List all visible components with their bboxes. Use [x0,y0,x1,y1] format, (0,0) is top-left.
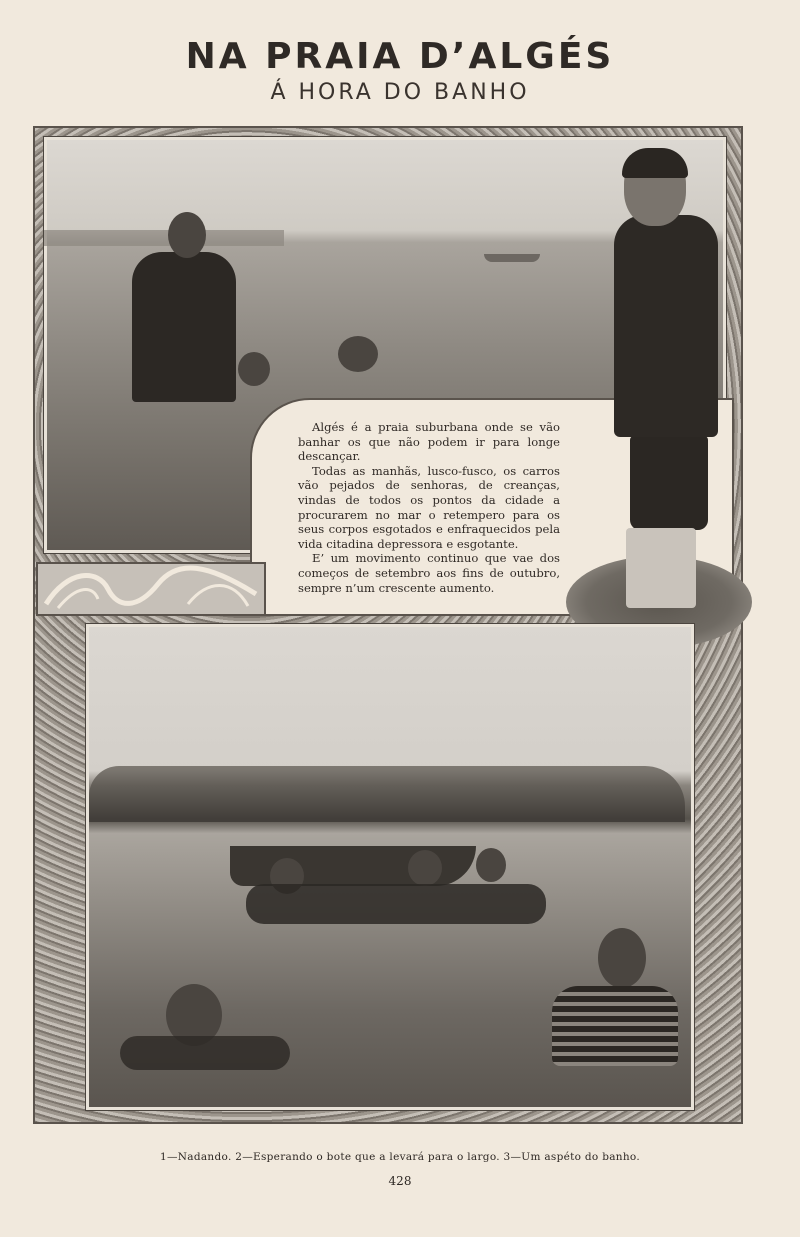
article-text [298,420,560,595]
photo-beach-treeline [89,766,685,822]
photo-beach-bather-body [246,884,546,924]
photo-swimming-woman [338,336,378,372]
photo-caption: 1—Nadando. 2—Esperando o bote que a levará para o largo. 3—Um aspéto do banho. [160,1151,640,1163]
girl-bathing-suit [614,215,718,437]
girl-bathing-legs [630,436,708,530]
paragraph: Algés é a praia suburbana onde se vão banhar os que não podem ir para longe descançar. [298,420,560,464]
photo-swimming-horizon [44,230,284,246]
page-number: 428 [388,1174,412,1188]
photo-beach-bather [476,848,506,882]
paragraph: E’ um movimento continuo que vae dos começos de setembro aos fins de outubro, sempre n’um crescente aumento. [298,551,560,595]
photo-swimming-man-head [168,212,206,258]
photo-swimming-man [132,252,236,402]
page-subtitle: Á HORA DO BANHO [270,80,530,105]
photo-swimming-boat [484,254,540,262]
photo-beach-laughing-boy-body [552,986,678,1066]
photo-beach-swimmer-body [120,1036,290,1070]
photo-beach-laughing-boy [598,928,646,988]
photo-swimming-child [238,352,270,386]
photo-beach-bather [408,850,442,886]
ornament-scroll-icon [38,564,264,614]
girl-feet [626,528,696,608]
page-title: NA PRAIA D’ALGÉS [185,36,615,77]
paragraph: Todas as manhãs, lusco-fusco, os carros vão pejados de senhoras, de creanças, vindas de todos os pontos da cidade a procurarem no mar o retempero para os seus corpos esgotados e enfraquecidos pela vida citadina depressora e esgotante. [298,463,560,551]
ornament-panel [36,562,266,616]
